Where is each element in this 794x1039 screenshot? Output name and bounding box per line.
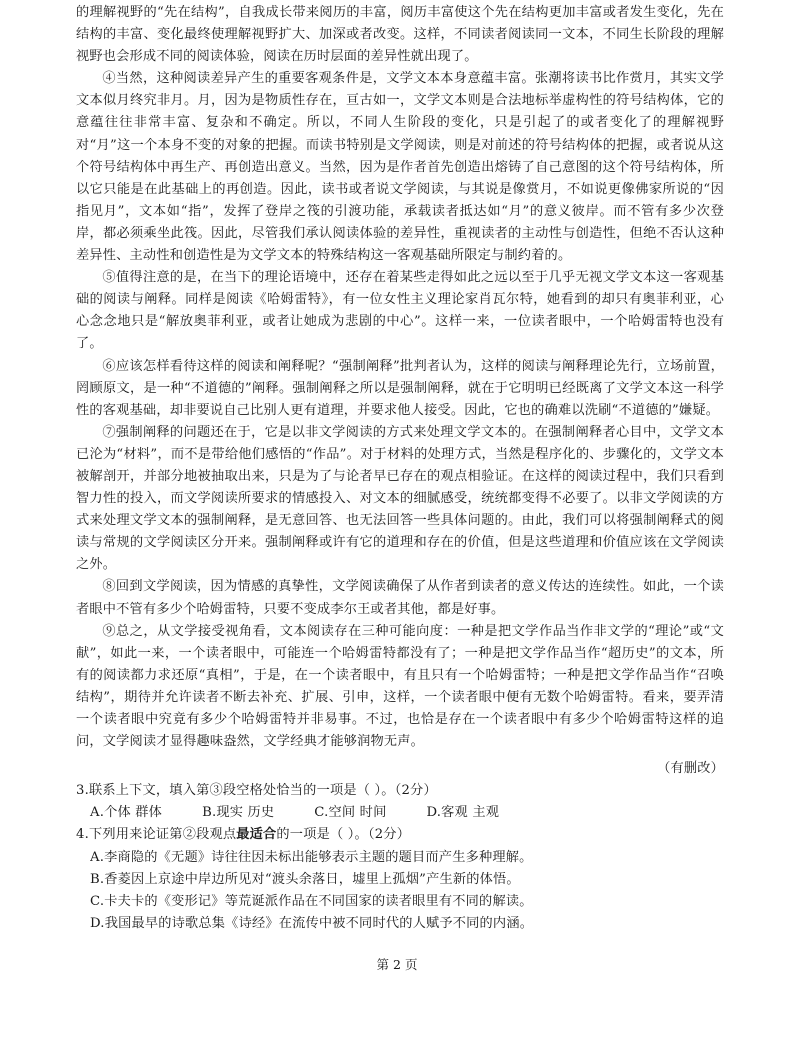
paragraph-6: ⑥应该怎样看待这样的阅读和阐释呢？“强制阐释”批判者认为，这样的阅读与阐释理论先行，立场前置，罔顾原文，是一种“不道德的”阐释。强制阐释之所以是强制阐释，就在于它明明已经既离了文学文本这一科学性的客观基础，却非要说自己比别人更有道理，并要求他人接受。因此，它也的确难以洗刷“不道德的”嫌疑。 [76, 358, 724, 418]
article-body [76, 2, 724, 935]
question-3-option-b: B.现实 历史 [202, 805, 275, 821]
paragraph-5: ⑤值得注意的是，在当下的理论语境中，还存在着某些走得如此之远以至于几乎无视文学文本这一客观基础的阅读与阐释。同样是阅读《哈姆雷特》，有一位女性主义理论家肖瓦尔特，她看到的却只有奥菲利亚，心心念念地只是“解放奥菲利亚，或者让她成为悲剧的中心”。这样一来，一位读者眼中，一个哈姆雷特也没有了。 [76, 270, 724, 352]
question-3-option-c: C.空间 时间 [314, 805, 387, 821]
question-3-stem: 3.联系上下文，填入第③段空格处恰当的一项是（ ）。（2分） [76, 783, 437, 799]
question-3-options [90, 802, 724, 824]
page-number: 第 2 页 [376, 957, 418, 972]
source-note: （有删改） [657, 761, 724, 777]
question-4-stem-before: 4.下列用来论证第②段观点 [76, 827, 237, 843]
question-4-stem [76, 824, 724, 846]
question-4-stem-emphasis: 最适合 [236, 827, 277, 843]
question-3-option-d: D.客观 主观 [426, 805, 500, 821]
paragraph-4: ④当然，这种阅读差异产生的重要客观条件是，文学文本本身意蕴丰富。张潮将读书比作赏月，其实文学文本似月终究非月。月，因为是物质性存在，亘古如一，文学文本则是合法地标举虚构性的符号结构体，它的意蕴往往非常丰富、复杂和不确定。所以，不同人生阶段的变化，只是引起了的或者变化了的理解视野对“月”这一个本身不变的对象的把握。而读书特别是文学阅读，则是对前述的符号结构体的把握，或者说从这个符号结构体中再生产、再创造出意义。当然，因为是作者首先创造出熔铸了自己意图的这个符号结构体，所以它只能是在此基础上的再创造。因此，读书或者说文学阅读，与其说是像赏月，不如说更像佛家所说的“因指见月”，文本如“指”，发挥了登岸之筏的引渡功能，承载读者抵达如“月”的意义彼岸。而不管有多少次登岸，都必须乘坐此筏。因此，尽管我们承认阅读体验的差异性，重视读者的主动性与创造性，但绝不否认这种差异性、主动性和创造性是为文学文本的特殊结构这一客观基础所限定与制约着的。 [76, 71, 724, 264]
question-3-option-a: A.个体 群体 [90, 805, 163, 821]
question-4-option-a: A.李商隐的《无题》诗往往因未标出能够表示主题的题目而产生多种理解。 [90, 849, 533, 865]
paragraph-7: ⑦强制阐释的问题还在于，它是以非文学阅读的方式来处理文学文本的。在强制阐释者心目中，文学文本已沦为“材料”，而不是带给他们感悟的“作品”。对于材料的处理方式，当然是程序化的、步骤化的，文学文本被解剖开，并部分地被抽取出来，只是为了与论者早已存在的观点相验证。在这样的阅读过程中，我们只看到智力性的投入，而文学阅读所要求的情感投入、对文本的细腻感受，统统都变得不必要了。以非文学阅读的方式来处理文学文本的强制阐释，是无意回答、也无法回答一些具体问题的。由此，我们可以将强制阐释式的阅读与常规的文学阅读区分开来。强制阐释或许有它的道理和存在的价值，但是这些道理和价值应该在文学阅读之外。 [76, 424, 724, 573]
question-4-option-d: D.我国最早的诗歌总集《诗经》在流传中被不同时代的人赋予不同的内涵。 [90, 915, 534, 931]
question-4-option-b: B.香菱因上京途中岸边所见对“渡头余落日，墟里上孤烟”产生新的体悟。 [90, 871, 520, 887]
paragraph-8: ⑧回到文学阅读，因为情感的真挚性，文学阅读确保了从作者到读者的意义传达的连续性。如此，一个读者眼中不管有多少个哈姆雷特，只要不变成李尔王或者其他，都是好事。 [76, 579, 724, 617]
paragraph-3-continued: 的理解视野的“先在结构”，自我成长带来阅历的丰富，阅历丰富使这个先在结构更加丰富或者发生变化，先在结构的丰富、变化最终使理解视野扩大、加深或者改变。这样，不同读者阅读同一文本，不同生长阶段的理解视野也会形成不同的阅读体验，阅读在历时层面的差异性就出现了。 [76, 5, 724, 65]
question-4-stem-after: 的一项是（ ）。（2分） [276, 827, 411, 843]
question-4-option-c: C.卡夫卡的《变形记》等荒诞派作品在不同国家的读者眼里有不同的解读。 [90, 893, 533, 909]
paragraph-9: ⑨总之，从文学接受视角看，文本阅读存在三种可能向度：一种是把文学作品当作非文学的“理论”或“文献”，如此一来，一个读者眼中，可能连一个哈姆雷特都没有了；一种是把文学作品当作“超历史”的文本，所有的阅读都力求还原“真相”，于是，在一个读者眼中，有且只有一个哈姆雷特；一种是把文学作品当作“召唤结构”，期待并允许读者不断去补充、扩展、引申，这样，一个读者眼中便有无数个哈姆雷特。看来，要弄清一个读者眼中究竟有多少个哈姆雷特并非易事。不过，也恰是存在一个读者眼中有多少个哈姆雷特这样的追问，文学阅读才显得趣味盎然，文学经典才能够润物无声。 [76, 623, 724, 750]
